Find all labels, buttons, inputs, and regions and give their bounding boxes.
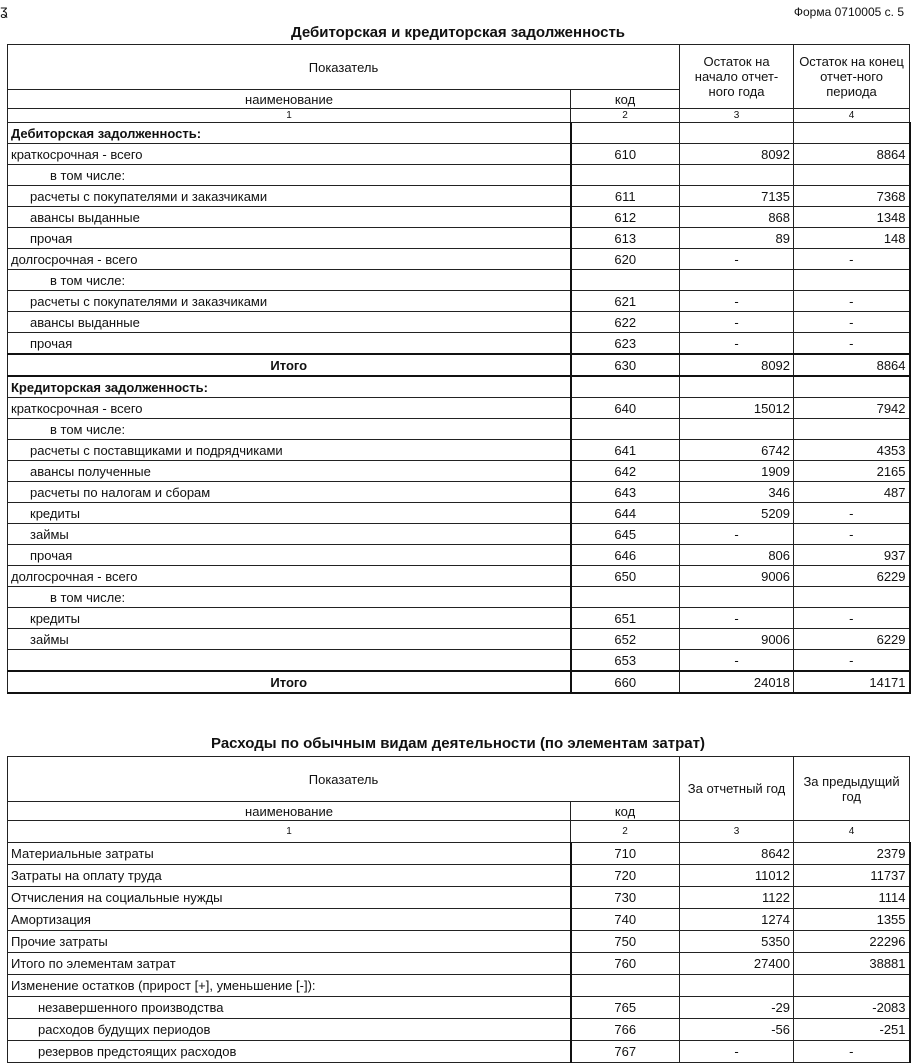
header-col4: За предыдущий год: [794, 757, 910, 821]
table-row: [8, 398, 910, 419]
table-row: [8, 249, 910, 270]
col-number-4: 4: [794, 821, 910, 843]
table-row: [8, 482, 910, 503]
row-value-col3: -: [680, 608, 794, 629]
row-code: [571, 270, 680, 291]
table-row: [8, 503, 910, 524]
row-name: в том числе:: [8, 587, 571, 608]
row-name: займы: [8, 629, 571, 650]
row-code: [571, 419, 680, 440]
row-value-col3: 15012: [680, 398, 794, 419]
row-value-col3: -56: [680, 1019, 794, 1041]
row-value-col3: -: [680, 650, 794, 672]
row-value-col3: 9006: [680, 566, 794, 587]
row-name: долгосрочная - всего: [8, 566, 571, 587]
row-value-col3: 11012: [680, 865, 794, 887]
row-value-col3: 7135: [680, 186, 794, 207]
row-value-col4: [794, 123, 910, 144]
row-value-col4: -: [794, 312, 910, 333]
row-code: 710: [571, 843, 680, 865]
row-value-col3: [680, 123, 794, 144]
row-value-col4: [794, 165, 910, 186]
row-value-col3: [680, 975, 794, 997]
row-value-col4: [794, 419, 910, 440]
row-code: 650: [571, 566, 680, 587]
row-value-col3: [680, 587, 794, 608]
table-row: [8, 144, 910, 165]
row-value-col3: 1122: [680, 887, 794, 909]
row-code: 620: [571, 249, 680, 270]
row-name: прочая: [8, 333, 571, 355]
row-value-col3: -: [680, 249, 794, 270]
row-code: 630: [571, 354, 680, 376]
col-number-1: 1: [8, 821, 571, 843]
row-value-col4: -: [794, 650, 910, 672]
row-value-col4: 148: [794, 228, 910, 249]
row-value-col3: 8092: [680, 354, 794, 376]
row-code: [571, 975, 680, 997]
row-code: 621: [571, 291, 680, 312]
row-value-col4: -: [794, 249, 910, 270]
row-name: авансы полученные: [8, 461, 571, 482]
table-row: [8, 843, 910, 865]
row-name: Итого по элементам затрат: [8, 953, 571, 975]
row-code: 660: [571, 671, 680, 693]
row-value-col4: -: [794, 503, 910, 524]
row-name: в том числе:: [8, 165, 571, 186]
row-value-col4: 1114: [794, 887, 910, 909]
row-value-col3: -: [680, 333, 794, 355]
row-code: 642: [571, 461, 680, 482]
col-number-2: 2: [571, 109, 680, 123]
row-code: 750: [571, 931, 680, 953]
row-name: расходов будущих периодов: [8, 1019, 571, 1041]
row-value-col3: 806: [680, 545, 794, 566]
col-number-4: 4: [794, 109, 910, 123]
table-row: [8, 997, 910, 1019]
row-code: 766: [571, 1019, 680, 1041]
row-value-col4: [794, 270, 910, 291]
table-row: [8, 354, 910, 376]
table-row: [8, 545, 910, 566]
row-name: прочая: [8, 228, 571, 249]
row-name: Итого: [8, 354, 571, 376]
table-row: [8, 566, 910, 587]
row-value-col4: 1348: [794, 207, 910, 228]
row-value-col3: -: [680, 312, 794, 333]
row-value-col4: [794, 376, 910, 398]
form-code: Форма 0710005 с. 5: [793, 5, 904, 19]
row-value-col4: 2165: [794, 461, 910, 482]
table-row: [8, 671, 910, 693]
row-value-col3: -: [680, 1041, 794, 1063]
row-value-col4: 8864: [794, 354, 910, 376]
row-value-col4: [794, 975, 910, 997]
row-name: Материальные затраты: [8, 843, 571, 865]
scan-mark: ʓ: [0, 2, 8, 18]
header-name: наименование: [8, 90, 571, 109]
row-code: 623: [571, 333, 680, 355]
row-code: [571, 123, 680, 144]
row-name: долгосрочная - всего: [8, 249, 571, 270]
row-value-col3: 27400: [680, 953, 794, 975]
row-code: 622: [571, 312, 680, 333]
row-value-col3: [680, 270, 794, 291]
row-code: 613: [571, 228, 680, 249]
table-row: [8, 333, 910, 355]
row-code: 640: [571, 398, 680, 419]
row-value-col4: 7368: [794, 186, 910, 207]
table-row: [8, 524, 910, 545]
header-col4: Остаток на конец отчет-ного периода: [794, 45, 910, 109]
row-name: Кредиторская задолженность:: [8, 376, 571, 398]
row-code: 645: [571, 524, 680, 545]
row-value-col4: 7942: [794, 398, 910, 419]
row-value-col4: 38881: [794, 953, 910, 975]
table-row: [8, 650, 910, 672]
header-code: код: [571, 802, 680, 821]
row-code: 652: [571, 629, 680, 650]
row-code: 767: [571, 1041, 680, 1063]
row-value-col3: 89: [680, 228, 794, 249]
row-code: 730: [571, 887, 680, 909]
row-value-col3: 8092: [680, 144, 794, 165]
row-value-col4: 6229: [794, 566, 910, 587]
table-row: [8, 207, 910, 228]
row-value-col3: 24018: [680, 671, 794, 693]
row-name: Изменение остатков (прирост [+], уменьшение [-]):: [8, 975, 571, 997]
row-code: 646: [571, 545, 680, 566]
row-value-col4: 11737: [794, 865, 910, 887]
row-name: Отчисления на социальные нужды: [8, 887, 571, 909]
header-indicator: Показатель: [8, 757, 680, 802]
header-col3: Остаток на начало отчет-ного года: [680, 45, 794, 109]
row-value-col4: 4353: [794, 440, 910, 461]
table-row: [8, 419, 910, 440]
row-value-col4: 14171: [794, 671, 910, 693]
row-code: [571, 587, 680, 608]
row-value-col3: 6742: [680, 440, 794, 461]
row-value-col3: 868: [680, 207, 794, 228]
row-name: кредиты: [8, 608, 571, 629]
table-row: [8, 587, 910, 608]
row-code: 610: [571, 144, 680, 165]
row-name: прочая: [8, 545, 571, 566]
table-row: [8, 629, 910, 650]
row-value-col3: [680, 165, 794, 186]
table-row: [8, 440, 910, 461]
row-name: Дебиторская задолженность:: [8, 123, 571, 144]
header-indicator: Показатель: [8, 45, 680, 90]
row-name: расчеты по налогам и сборам: [8, 482, 571, 503]
row-value-col4: -: [794, 608, 910, 629]
row-value-col3: [680, 419, 794, 440]
col-number-3: 3: [680, 109, 794, 123]
row-value-col3: 9006: [680, 629, 794, 650]
row-value-col3: 346: [680, 482, 794, 503]
row-value-col3: -: [680, 291, 794, 312]
row-name: краткосрочная - всего: [8, 144, 571, 165]
row-name: незавершенного производства: [8, 997, 571, 1019]
table-row: [8, 887, 910, 909]
receivables-payables-table: [7, 44, 911, 694]
table-row: [8, 312, 910, 333]
row-code: 760: [571, 953, 680, 975]
table-row: [8, 270, 910, 291]
table-row: [8, 865, 910, 887]
row-name: Затраты на оплату труда: [8, 865, 571, 887]
row-code: [571, 165, 680, 186]
row-code: 720: [571, 865, 680, 887]
row-name: расчеты с покупателями и заказчиками: [8, 291, 571, 312]
row-code: 653: [571, 650, 680, 672]
col-number-3: 3: [680, 821, 794, 843]
receivables-payables-title: Дебиторская и кредиторская задолженность: [290, 24, 626, 41]
row-value-col4: -: [794, 333, 910, 355]
row-name: авансы выданные: [8, 312, 571, 333]
expenses-title: Расходы по обычным видам деятельности (по элементам затрат): [211, 735, 705, 752]
row-code: 641: [571, 440, 680, 461]
table-row: [8, 1019, 910, 1041]
row-value-col3: -: [680, 524, 794, 545]
row-value-col4: 487: [794, 482, 910, 503]
row-code: [571, 376, 680, 398]
row-name: расчеты с поставщиками и подрядчиками: [8, 440, 571, 461]
row-name: [8, 650, 571, 672]
row-code: 611: [571, 186, 680, 207]
table-row: [8, 608, 910, 629]
row-name: Итого: [8, 671, 571, 693]
row-value-col4: 8864: [794, 144, 910, 165]
table-row: [8, 909, 910, 931]
row-code: 740: [571, 909, 680, 931]
table-row: [8, 186, 910, 207]
header-col3: За отчетный год: [680, 757, 794, 821]
row-value-col4: -: [794, 291, 910, 312]
table-row: [8, 291, 910, 312]
header-code: код: [571, 90, 680, 109]
row-value-col3: 8642: [680, 843, 794, 865]
table-row: [8, 953, 910, 975]
row-name: Прочие затраты: [8, 931, 571, 953]
row-value-col3: [680, 376, 794, 398]
row-code: 643: [571, 482, 680, 503]
row-value-col4: 22296: [794, 931, 910, 953]
row-code: 765: [571, 997, 680, 1019]
table-row: [8, 228, 910, 249]
row-value-col4: 937: [794, 545, 910, 566]
row-value-col4: 2379: [794, 843, 910, 865]
row-name: резервов предстоящих расходов: [8, 1041, 571, 1063]
table-row: [8, 376, 910, 398]
table-row: [8, 931, 910, 953]
col-number-2: 2: [571, 821, 680, 843]
col-number-1: 1: [8, 109, 571, 123]
row-value-col4: 1355: [794, 909, 910, 931]
row-name: расчеты с покупателями и заказчиками: [8, 186, 571, 207]
table-row: [8, 123, 910, 144]
row-name: краткосрочная - всего: [8, 398, 571, 419]
expenses-table: [7, 756, 911, 1063]
row-value-col4: [794, 587, 910, 608]
row-value-col3: 1274: [680, 909, 794, 931]
row-value-col4: -251: [794, 1019, 910, 1041]
row-name: Амортизация: [8, 909, 571, 931]
row-code: 644: [571, 503, 680, 524]
row-name: кредиты: [8, 503, 571, 524]
row-value-col3: 5350: [680, 931, 794, 953]
row-value-col4: 6229: [794, 629, 910, 650]
table-row: [8, 461, 910, 482]
row-value-col4: -2083: [794, 997, 910, 1019]
row-value-col4: -: [794, 1041, 910, 1063]
row-value-col3: -29: [680, 997, 794, 1019]
header-name: наименование: [8, 802, 571, 821]
table-row: [8, 1041, 910, 1063]
row-value-col3: 1909: [680, 461, 794, 482]
row-code: 612: [571, 207, 680, 228]
table-row: [8, 975, 910, 997]
row-name: в том числе:: [8, 270, 571, 291]
row-name: займы: [8, 524, 571, 545]
table-row: [8, 165, 910, 186]
row-name: в том числе:: [8, 419, 571, 440]
row-code: 651: [571, 608, 680, 629]
row-name: авансы выданные: [8, 207, 571, 228]
row-value-col4: -: [794, 524, 910, 545]
row-value-col3: 5209: [680, 503, 794, 524]
